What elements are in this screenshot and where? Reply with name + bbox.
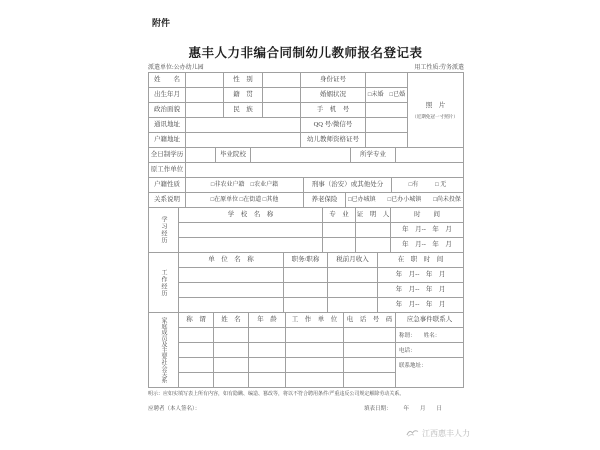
study-school-cell [179, 223, 323, 238]
study-reference-cell [356, 223, 391, 238]
work-col-income: 税前月收入 [328, 253, 378, 268]
relation-options: □在原单位 □在街道 □其他 [186, 193, 304, 208]
study-time-cell: 年 月-- 年 月 [391, 238, 464, 253]
form-meta-line [148, 62, 464, 71]
teacher-cert-value-cell [366, 133, 408, 148]
family-col-age: 年 龄 [249, 313, 286, 328]
major-value-cell [396, 148, 464, 163]
family-col-employer: 工 作 单 位 [286, 313, 344, 328]
qq-wechat-value-cell [366, 118, 408, 133]
photo-label: 照 片 [425, 102, 446, 109]
work-income-cell [328, 298, 378, 313]
family-name-cell [214, 358, 249, 373]
family-row-1 [179, 328, 396, 343]
study-col-reference: 证 明 人 [356, 208, 391, 223]
work-row-1 [179, 268, 464, 283]
mobile-value-cell [366, 103, 408, 118]
teacher-cert-label: 幼儿教师资格证号 [301, 133, 366, 148]
row-education [149, 148, 464, 163]
study-row-1 [179, 223, 464, 238]
work-time-cell: 年 月-- 年 月 [378, 283, 464, 298]
row-former-employer [149, 163, 464, 178]
mobile-label: 手 机 号 [301, 103, 366, 118]
mailing-address-value-cell [186, 118, 301, 133]
row-name [149, 73, 408, 88]
family-section-label: 家庭成员及主要社会关系 [149, 313, 179, 388]
emergency-address: 联系地址： [396, 358, 464, 388]
ethnicity-label: 民 族 [224, 103, 263, 118]
family-row-4 [179, 373, 396, 388]
study-col-time: 时 间 [391, 208, 464, 223]
family-phone-cell [344, 343, 396, 358]
pension-label: 养老保险 [304, 193, 346, 208]
study-col-major: 专 业 [323, 208, 356, 223]
family-employer-cell [286, 343, 344, 358]
graduate-school-label: 毕业院校 [216, 148, 251, 163]
study-major-cell [323, 238, 356, 253]
criminal-no-checkbox: □ 无 [435, 182, 447, 188]
dispatch-unit: 派遣单位:公办幼儿园 [148, 65, 204, 71]
work-unit-cell [179, 268, 284, 283]
work-col-unit: 单 位 名 称 [179, 253, 284, 268]
family-relation-cell [179, 373, 214, 388]
family-name-cell [214, 328, 249, 343]
emergency-phone: 电话： [396, 343, 464, 358]
family-relation-cell [179, 343, 214, 358]
notice-text: 明示：应如实填写表上所有内容，如有隐瞒、编造、篡改等，将以不符合聘用条件/严重违反公司规定解除劳动关系。 [148, 392, 405, 397]
row-birth [149, 88, 408, 103]
family-header-row [179, 313, 464, 328]
study-time-cell: 年 月-- 年 月 [391, 223, 464, 238]
date-value: 年 月 日 [403, 406, 442, 412]
family-col-name: 姓 名 [214, 313, 249, 328]
study-section-label: 学习经历 [149, 208, 179, 253]
family-age-cell [249, 373, 286, 388]
native-place-value-cell [263, 88, 301, 103]
family-row-3 [179, 358, 396, 373]
work-income-cell [328, 268, 378, 283]
study-history-section [149, 208, 464, 253]
id-number-label: 身份证号 [301, 73, 366, 88]
family-age-cell [249, 343, 286, 358]
applicant-signature-label: 应聘者（本人签名）： [148, 406, 201, 412]
work-row-2 [179, 283, 464, 298]
birth-value-cell [186, 88, 224, 103]
native-place-label: 籍 贯 [224, 88, 263, 103]
former-employer-value-cell [186, 163, 464, 178]
study-reference-cell [356, 238, 391, 253]
work-time-cell: 年 月-- 年 月 [378, 298, 464, 313]
employment-type: 用工性质:劳务派遣 [414, 65, 464, 71]
work-position-cell [284, 283, 328, 298]
political-value-cell [186, 103, 224, 118]
name-label: 姓 名 [149, 73, 186, 88]
photo-box [408, 73, 464, 148]
mailing-address-label: 通讯地址 [149, 118, 186, 133]
family-row-2 [179, 343, 396, 358]
study-school-cell [179, 238, 323, 253]
work-unit-cell [179, 298, 284, 313]
work-row-3 [179, 298, 464, 313]
family-col-relation: 称 谓 [179, 313, 214, 328]
work-section-label: 工作经历 [149, 253, 179, 313]
household-address-label: 户籍地址 [149, 133, 186, 148]
family-employer-cell [286, 328, 344, 343]
graduate-school-value-cell [251, 148, 351, 163]
pension-options: □已办城镇 □已办小城镇 □尚未投保 [346, 193, 464, 208]
major-label: 所学专业 [351, 148, 396, 163]
ethnicity-value-cell [263, 103, 301, 118]
marital-options: □未婚 □已婚 [366, 88, 408, 103]
study-header-row [179, 208, 464, 223]
basic-info-section [149, 73, 464, 148]
study-row-2 [179, 238, 464, 253]
family-relation-cell [179, 328, 214, 343]
family-name-cell [214, 373, 249, 388]
household-type-options: □非农业户籍 □农业户籍 [186, 178, 304, 193]
work-col-position: 职务/职称 [284, 253, 328, 268]
family-relation-cell [179, 358, 214, 373]
emergency-contact-box [396, 328, 464, 388]
family-phone-cell [344, 358, 396, 373]
family-section [149, 313, 464, 388]
family-age-cell [249, 328, 286, 343]
work-income-cell [328, 283, 378, 298]
criminal-label: 刑事（治安）或其他处分 [304, 178, 392, 193]
row-pension [149, 193, 464, 208]
id-number-value-cell [366, 73, 408, 88]
household-type-label: 户籍性质 [149, 178, 186, 193]
study-col-school: 学 校 名 称 [179, 208, 323, 223]
date-label: 填表日期： [363, 406, 392, 412]
political-label: 政治面貌 [149, 103, 186, 118]
gender-label: 性 别 [224, 73, 263, 88]
former-employer-label: 原工作单位 [149, 163, 186, 178]
family-phone-cell [344, 373, 396, 388]
work-position-cell [284, 268, 328, 283]
row-mailing-address [149, 118, 408, 133]
household-address-value-cell [186, 133, 301, 148]
criminal-options [392, 178, 464, 193]
gender-value-cell [263, 73, 301, 88]
footer-notes [148, 390, 464, 412]
fulltime-education-label: 全日制学历 [149, 148, 186, 163]
family-body [179, 328, 464, 388]
work-position-cell [284, 298, 328, 313]
relation-note-label: 关系说明 [149, 193, 186, 208]
study-major-cell [323, 223, 356, 238]
education-value-cell [186, 148, 216, 163]
row-political [149, 103, 408, 118]
family-col-emergency: 应急事件联系人 [396, 313, 464, 328]
company-logo [380, 427, 470, 439]
photo-note: （近期免冠一寸照片） [412, 115, 459, 120]
name-value-cell [186, 73, 224, 88]
logo-text: 江西惠丰人力 [422, 428, 470, 438]
signature-line [148, 404, 464, 412]
row-household-address [149, 133, 408, 148]
page-title: 惠丰人力非编合同制幼儿教师报名登记表 [188, 46, 423, 60]
family-employer-cell [286, 358, 344, 373]
family-col-phone: 电 话 号 码 [344, 313, 396, 328]
logo-swoosh-icon [406, 427, 419, 439]
emergency-relation-name: 称谓： 姓名： [396, 328, 464, 343]
work-header-row [179, 253, 464, 268]
family-phone-cell [344, 328, 396, 343]
criminal-yes-checkbox: □有 [408, 182, 419, 188]
work-col-tenure: 在 职 时 间 [378, 253, 464, 268]
work-unit-cell [179, 283, 284, 298]
attachment-label: 附件 [152, 18, 171, 28]
row-household-type [149, 178, 464, 193]
work-time-cell: 年 月-- 年 月 [378, 268, 464, 283]
marital-label: 婚姻状况 [301, 88, 366, 103]
registration-table [148, 72, 464, 388]
birth-label: 出生年月 [149, 88, 186, 103]
qq-wechat-label: QQ 号/微信号 [301, 118, 366, 133]
family-age-cell [249, 358, 286, 373]
family-employer-cell [286, 373, 344, 388]
work-history-section [149, 253, 464, 313]
family-name-cell [214, 343, 249, 358]
